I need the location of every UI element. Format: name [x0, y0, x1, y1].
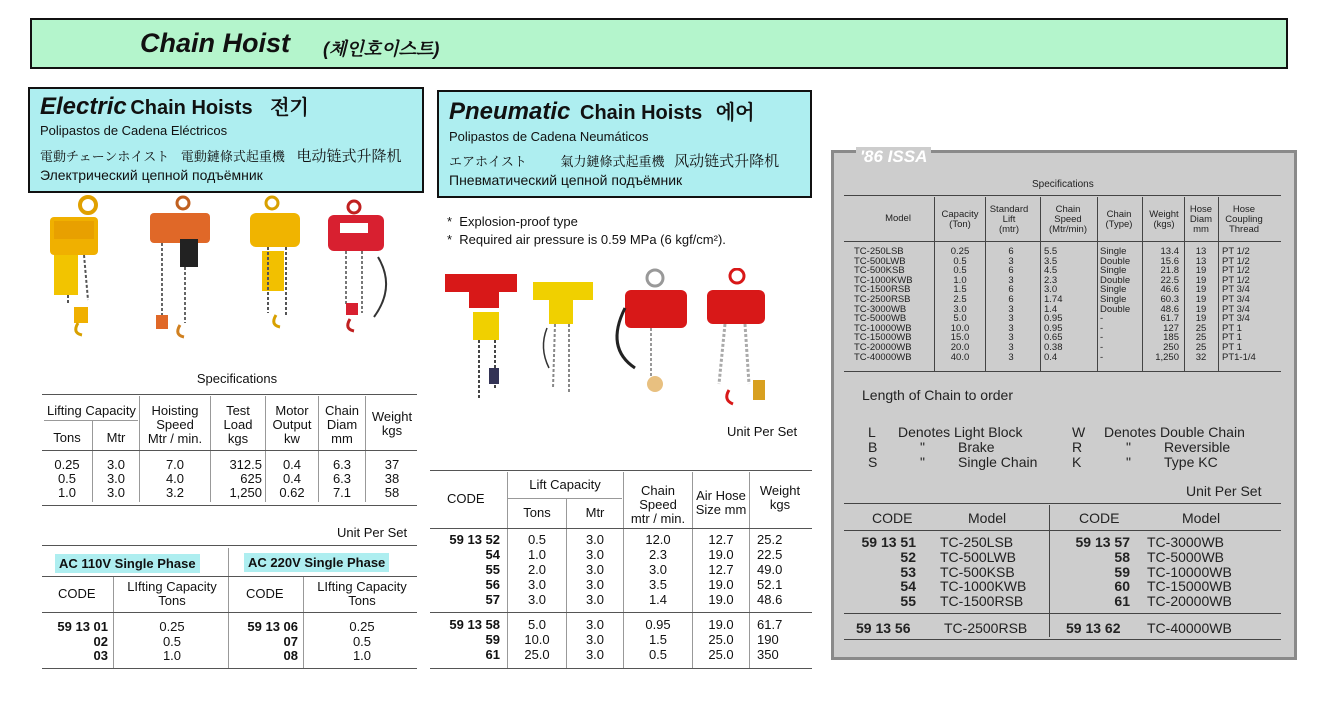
pneu-header-mtr: Mtr	[585, 505, 605, 520]
issa-model-header-left: Model	[968, 510, 1007, 526]
capacity-header-right: LIfting Capacity Tons	[317, 579, 407, 608]
issa-weight: 61.7	[1160, 313, 1179, 325]
code-header-right: CODE	[246, 586, 284, 601]
pneumatic-hoist-photos	[445, 268, 790, 418]
issa-capacity: 1.0	[953, 274, 967, 286]
issa-capacity: 3.0	[953, 303, 967, 315]
legend-value: Reversible	[1164, 439, 1231, 455]
spec-mtr: 3.0	[106, 457, 126, 472]
issa-caption: Specifications	[1032, 179, 1094, 190]
spec-tons: 0.25	[54, 457, 80, 472]
issa-bottom-left-code: 59 13 56	[856, 620, 911, 636]
capacity-left: 0.25	[159, 619, 185, 634]
pneu-weight: 49.0	[757, 562, 783, 577]
issa-lift: 3	[1008, 332, 1014, 344]
pneu-code: 59	[485, 632, 500, 647]
pneumatic-line-es: Polipastos de Cadena Neumáticos	[449, 129, 649, 144]
issa-speed: 1.4	[1044, 303, 1058, 315]
pneu-header-lift-capacity: Lift Capacity	[529, 477, 601, 492]
pneu-mtr: 3.0	[585, 577, 605, 592]
issa-model: TC-1500RSB	[854, 284, 911, 296]
issa-capacity: 40.0	[950, 351, 970, 363]
pneumatic-title-korean: 에어	[715, 102, 755, 124]
pneu-hose: 19.0	[708, 592, 734, 607]
issa-hose: 19	[1195, 284, 1207, 296]
ac110-label: AC 110V Single Phase	[55, 554, 200, 573]
issa-thread: PT 3/4	[1222, 294, 1250, 305]
spec-chain: 6.3	[332, 471, 352, 486]
issa-thread: PT1-1/4	[1222, 351, 1256, 363]
issa-code-left: 59 13 51	[861, 534, 916, 550]
issa-model-right: TC-10000WB	[1147, 563, 1232, 580]
spec-weight: 38	[384, 471, 400, 486]
electric-hoist-photos	[40, 195, 400, 350]
issa-code-right: 60	[1114, 578, 1130, 595]
pneu-tons: 25.0	[524, 647, 550, 662]
issa-capacity: 20.0	[950, 342, 970, 353]
legend-ditto: "	[1126, 439, 1131, 455]
issa-thread: PT 1	[1222, 332, 1242, 344]
issa-spec-panel	[831, 147, 1297, 660]
pneu-mtr: 3.0	[585, 547, 605, 562]
spec-weight: 37	[384, 457, 400, 472]
issa-speed: 4.5	[1044, 265, 1058, 277]
issa-type: Single	[1100, 294, 1127, 305]
pneu-mtr: 3.0	[585, 632, 605, 647]
issa-model: TC-250LSB	[854, 246, 904, 257]
header-motor-output: Motor Output kw	[272, 403, 312, 446]
pneu-code: 56	[485, 577, 500, 592]
ac220-label: AC 220V Single Phase	[244, 553, 389, 572]
issa-capacity: 0.25	[950, 246, 970, 257]
issa-model-left: TC-250LSB	[940, 534, 1014, 550]
legend-key: B	[868, 439, 878, 455]
issa-model-right: TC-3000WB	[1147, 534, 1225, 550]
header-test-load: Test Load kgs	[223, 403, 253, 446]
issa-thread: PT 1	[1222, 322, 1242, 334]
length-of-chain-title: Length of Chain to order	[862, 387, 1013, 403]
issa-lift: 3	[1008, 342, 1014, 353]
legend-key: W	[1072, 424, 1086, 440]
issa-lift: 3	[1008, 313, 1014, 325]
pneumatic-note-2: * Required air pressure is 0.59 MPa (6 kgf/cm²).	[447, 232, 726, 247]
legend-ditto: "	[1126, 454, 1131, 470]
issa-capacity: 10.0	[950, 322, 970, 334]
electric-title-rest: Chain Hoists	[130, 97, 253, 119]
code-header-left: CODE	[58, 586, 96, 601]
pneu-hose: 19.0	[708, 577, 734, 592]
issa-code-right: 59 13 57	[1075, 534, 1130, 550]
issa-hose: 25	[1195, 322, 1207, 334]
issa-type: Single	[1100, 265, 1127, 277]
issa-code-left: 53	[900, 563, 916, 580]
issa-capacity: 1.5	[953, 284, 967, 296]
pneu-header-air-hose: Air Hose Size mm	[695, 488, 747, 517]
pneu-code: 61	[485, 647, 500, 662]
pneu-code: 57	[485, 592, 500, 607]
electric-category-box	[28, 87, 424, 193]
pneu-speed: 3.5	[648, 577, 668, 592]
issa-label: '86 ISSA	[856, 147, 931, 167]
issa-header-chain-speed: Chain Speed (Mtr/min)	[1049, 204, 1087, 235]
spec-motor: 0.4	[282, 471, 302, 486]
issa-hose: 25	[1195, 342, 1207, 353]
issa-thread: PT 3/4	[1222, 313, 1250, 325]
pneu-hose: 19.0	[708, 547, 734, 562]
spec-mtr: 3.0	[106, 471, 126, 486]
issa-speed: 3.0	[1044, 284, 1058, 296]
issa-header-chain-type: Chain (Type)	[1105, 209, 1133, 230]
issa-model-left: TC-500LWB	[940, 548, 1016, 565]
issa-type: -	[1100, 332, 1104, 344]
issa-hose: 32	[1195, 351, 1207, 363]
issa-thread: PT 1/2	[1222, 274, 1250, 286]
electric-unit-label: Unit Per Set	[337, 525, 408, 540]
issa-type: -	[1100, 322, 1104, 334]
issa-bottom-right-code: 59 13 62	[1066, 620, 1121, 636]
issa-hose: 19	[1195, 274, 1207, 286]
code-right: 07	[283, 633, 298, 649]
issa-capacity: 5.0	[953, 313, 967, 325]
pneu-code: 59 13 52	[449, 532, 500, 547]
pneumatic-line-ru: Пневматический цепной подъёмник	[449, 172, 683, 188]
electric-title-korean: 전기	[270, 97, 309, 119]
issa-thread: PT 1/2	[1222, 265, 1250, 277]
pneu-code: 59 13 58	[449, 617, 500, 632]
issa-weight: 15.6	[1160, 255, 1179, 267]
issa-code-left: 52	[900, 548, 916, 565]
pneu-header-weight: Weight kgs	[759, 483, 801, 512]
spec-speed: 4.0	[165, 471, 185, 486]
pneu-header-chain-speed: Chain Speed mtr / min.	[630, 483, 686, 526]
issa-model-right: TC-20000WB	[1147, 593, 1232, 610]
spec-speed: 3.2	[165, 485, 185, 500]
pneu-hose: 19.0	[708, 617, 734, 632]
issa-hose: 13	[1195, 246, 1207, 257]
issa-weight: 60.3	[1160, 294, 1179, 305]
issa-model: TC-10000WB	[854, 322, 912, 334]
spec-chain: 7.1	[332, 485, 352, 500]
issa-model: TC-20000WB	[854, 342, 912, 353]
electric-hoist-image-3	[250, 197, 300, 327]
issa-speed: 0.95	[1044, 313, 1063, 325]
issa-model-left: TC-1000KWB	[940, 578, 1027, 595]
issa-weight: 1,250	[1155, 351, 1179, 363]
issa-lift: 6	[1008, 294, 1014, 305]
issa-type: -	[1100, 313, 1104, 325]
header-hoisting-speed: Hoisting Speed Mtr / min.	[147, 403, 203, 446]
issa-weight: 185	[1163, 332, 1179, 344]
pneumatic-hoist-image-1	[445, 274, 517, 400]
issa-weight: 46.6	[1160, 284, 1179, 296]
pneu-speed: 1.4	[648, 592, 668, 607]
pneu-mtr: 3.0	[585, 592, 605, 607]
pneu-mtr: 3.0	[585, 617, 605, 632]
pneu-speed: 1.5	[648, 632, 668, 647]
issa-bottom-right-model: TC-40000WB	[1147, 620, 1232, 636]
pneu-speed: 0.95	[645, 617, 671, 632]
code-left: 59 13 01	[57, 619, 108, 634]
header-tons: Tons	[53, 430, 81, 445]
issa-code-right: 59	[1114, 563, 1130, 580]
pneumatic-hoist-image-2	[533, 282, 593, 392]
legend-key: S	[868, 454, 878, 470]
issa-speed: 0.38	[1044, 342, 1063, 353]
legend-value: Type KC	[1164, 454, 1218, 470]
spec-test-load: 625	[240, 471, 262, 486]
pneu-tons: 10.0	[524, 632, 550, 647]
electric-line-ru: Электрический цепной подъёмник	[40, 167, 263, 183]
pneu-weight: 61.7	[757, 617, 783, 632]
issa-speed: 1.74	[1044, 294, 1063, 305]
electric-hoist-image-2	[150, 197, 210, 337]
issa-model: TC-15000WB	[854, 332, 912, 344]
header-weight: Weight kgs	[371, 409, 413, 438]
header-lifting-capacity: Lifting Capacity	[47, 403, 136, 418]
spec-tons: 1.0	[57, 485, 77, 500]
issa-type: Double	[1100, 303, 1131, 315]
issa-lift: 3	[1008, 351, 1014, 363]
issa-speed: 2.3	[1044, 274, 1058, 286]
pneu-speed: 12.0	[645, 532, 671, 547]
issa-capacity: 15.0	[950, 332, 970, 344]
issa-speed: 0.95	[1044, 322, 1063, 334]
pneumatic-unit-label: Unit Per Set	[727, 424, 798, 439]
legend-value: Brake	[958, 439, 995, 455]
spec-motor: 0.62	[279, 485, 305, 500]
pneu-mtr: 3.0	[585, 532, 605, 547]
page-title: Chain Hoist	[140, 28, 291, 58]
issa-model-right: TC-15000WB	[1147, 578, 1232, 595]
issa-lift: 3	[1008, 322, 1014, 334]
issa-model: TC-5000WB	[854, 313, 907, 325]
issa-lift: 6	[1008, 246, 1014, 257]
issa-bottom-left-model: TC-2500RSB	[944, 620, 1028, 636]
issa-type: Double	[1100, 255, 1131, 267]
pneu-header-code: CODE	[447, 491, 485, 506]
pneumatic-title-italic: Pneumatic	[449, 98, 571, 125]
issa-type: -	[1100, 351, 1104, 363]
issa-weight: 250	[1163, 342, 1179, 353]
issa-model-left: TC-500KSB	[940, 563, 1015, 580]
legend-value: Single Chain	[958, 454, 1038, 470]
issa-speed: 0.4	[1044, 351, 1058, 363]
issa-type: Single	[1100, 246, 1127, 257]
spec-motor: 0.4	[282, 457, 302, 472]
issa-type: -	[1100, 342, 1104, 353]
pneu-mtr: 3.0	[585, 562, 605, 577]
issa-hose: 19	[1195, 313, 1207, 325]
pneumatic-hoist-image-3	[617, 270, 687, 392]
pneumatic-category-box	[437, 90, 812, 198]
electric-hoist-image-1	[50, 197, 98, 335]
spec-chain: 6.3	[332, 457, 352, 472]
issa-capacity: 0.5	[953, 255, 967, 267]
capacity-right: 0.25	[349, 619, 375, 634]
code-left: 03	[93, 648, 108, 663]
code-right: 59 13 06	[247, 619, 298, 634]
capacity-left: 1.0	[162, 648, 182, 663]
capacity-header-left: LIfting Capacity Tons	[127, 579, 217, 608]
issa-lift: 3	[1008, 303, 1014, 315]
pneu-tons: 2.0	[527, 562, 547, 577]
pneu-hose: 12.7	[708, 532, 734, 547]
issa-model: TC-40000WB	[854, 351, 912, 363]
issa-type: Double	[1100, 274, 1131, 286]
issa-lift: 3	[1008, 274, 1014, 286]
legend-key: K	[1072, 454, 1082, 470]
spec-test-load: 1,250	[229, 485, 262, 500]
capacity-right: 1.0	[352, 648, 372, 663]
issa-speed: 5.5	[1044, 246, 1058, 257]
issa-model: TC-500KSB	[854, 265, 905, 277]
legend-ditto: "	[920, 439, 925, 455]
legend-key: L	[868, 424, 876, 440]
issa-model-left: TC-1500RSB	[940, 593, 1024, 610]
electric-line-es: Polipastos de Cadena Eléctricos	[40, 123, 228, 138]
issa-hose: 13	[1195, 255, 1207, 267]
pneu-code: 54	[485, 547, 500, 562]
spec-tons: 0.5	[57, 471, 77, 486]
issa-hose: 25	[1195, 332, 1207, 344]
issa-hose: 19	[1195, 294, 1207, 305]
spec-speed: 7.0	[165, 457, 185, 472]
pneumatic-note-1: * Explosion-proof type	[447, 214, 578, 229]
issa-model: TC-500LWB	[854, 255, 906, 267]
pneumatic-hoist-image-4	[707, 269, 765, 404]
pneu-weight: 48.6	[757, 592, 783, 607]
issa-capacity: 2.5	[953, 294, 967, 305]
spec-mtr: 3.0	[106, 485, 126, 500]
electric-hoist-image-4	[328, 201, 386, 331]
issa-header-model: Model	[885, 213, 911, 224]
pneumatic-line-jp: エアホイスト 氣力鏈條式起重機 风动链式升降机	[449, 153, 780, 170]
issa-speed: 0.65	[1044, 332, 1063, 344]
issa-thread: PT 1/2	[1222, 255, 1250, 267]
issa-speed: 3.5	[1044, 255, 1058, 267]
page-subtitle: (체인호이스트)	[323, 39, 440, 59]
issa-model: TC-3000WB	[854, 303, 907, 315]
header-mtr: Mtr	[106, 430, 126, 445]
pneu-tons: 5.0	[527, 617, 547, 632]
capacity-right: 0.5	[352, 633, 372, 649]
issa-weight: 13.4	[1160, 246, 1179, 257]
issa-code-left: 55	[900, 593, 916, 610]
code-right: 08	[283, 648, 298, 663]
pneumatic-title-rest: Chain Hoists	[580, 102, 703, 124]
pneu-hose: 25.0	[708, 647, 734, 662]
issa-model-right: TC-5000WB	[1147, 548, 1225, 565]
issa-code-right: 61	[1114, 593, 1130, 610]
pneu-tons: 1.0	[527, 547, 547, 562]
issa-header-std-lift: Standard Lift (mtr)	[989, 204, 1029, 235]
pneu-speed: 0.5	[648, 647, 668, 662]
issa-thread: PT 1	[1222, 342, 1242, 353]
electric-specs-caption: Specifications	[196, 371, 278, 386]
issa-thread: PT 3/4	[1222, 303, 1250, 315]
electric-title-italic: Electric	[40, 93, 127, 120]
pneu-weight: 25.2	[757, 532, 783, 547]
legend-value: Denotes Light Block	[898, 424, 1023, 440]
pneu-tons: 3.0	[527, 592, 547, 607]
issa-code-header-left: CODE	[872, 510, 913, 526]
pneu-mtr: 3.0	[585, 647, 605, 662]
issa-weight: 21.8	[1160, 265, 1179, 277]
issa-weight: 127	[1163, 322, 1179, 334]
issa-header-hose-diam: Hose Diam mm	[1189, 204, 1213, 235]
issa-capacity: 0.5	[953, 265, 967, 277]
pneu-weight: 350	[757, 647, 779, 662]
electric-line-jp: 電動チェーンホイスト 電動鏈條式起重機 电动链式升降机	[40, 148, 402, 165]
spec-test-load: 312.5	[229, 457, 262, 472]
issa-header-coupling: Hose Coupling Thread	[1225, 204, 1263, 235]
issa-thread: PT 3/4	[1222, 284, 1250, 296]
legend-key: R	[1072, 439, 1083, 455]
issa-unit-label: Unit Per Set	[1186, 483, 1262, 499]
issa-lift: 3	[1008, 255, 1014, 267]
pneu-header-tons: Tons	[523, 505, 551, 520]
issa-thread: PT 1/2	[1222, 246, 1250, 257]
issa-hose: 19	[1195, 303, 1207, 315]
pneu-weight: 22.5	[757, 547, 783, 562]
issa-weight: 48.6	[1160, 303, 1179, 315]
header-chain-diam: Chain Diam mm	[325, 403, 359, 446]
issa-lift: 6	[1008, 265, 1014, 277]
issa-hose: 19	[1195, 265, 1207, 277]
pneu-hose: 12.7	[708, 562, 734, 577]
title-banner	[30, 18, 1288, 69]
issa-model: TC-2500RSB	[854, 294, 911, 305]
issa-lift: 6	[1008, 284, 1014, 296]
issa-type: Single	[1100, 284, 1127, 296]
issa-header-weight: Weight (kgs)	[1149, 209, 1179, 230]
issa-model: TC-1000KWB	[854, 274, 913, 286]
issa-code-left: 54	[900, 578, 916, 595]
issa-weight: 22.5	[1160, 274, 1179, 286]
pneu-speed: 2.3	[648, 547, 668, 562]
pneu-code: 55	[485, 562, 500, 577]
pneu-hose: 25.0	[708, 632, 734, 647]
issa-header-capacity: Capacity (Ton)	[941, 209, 979, 230]
legend-ditto: "	[920, 454, 925, 470]
legend-value: Denotes Double Chain	[1104, 424, 1245, 440]
pneu-weight: 52.1	[757, 577, 783, 592]
issa-model-header-right: Model	[1182, 510, 1221, 526]
pneu-weight: 190	[757, 632, 779, 647]
pneu-tons: 0.5	[527, 532, 547, 547]
pneu-tons: 3.0	[527, 577, 547, 592]
issa-code-header-right: CODE	[1079, 510, 1120, 526]
pneu-speed: 3.0	[648, 562, 668, 577]
code-left: 02	[93, 633, 108, 649]
issa-code-right: 58	[1114, 548, 1130, 565]
capacity-left: 0.5	[162, 633, 182, 649]
spec-weight: 58	[384, 485, 400, 500]
